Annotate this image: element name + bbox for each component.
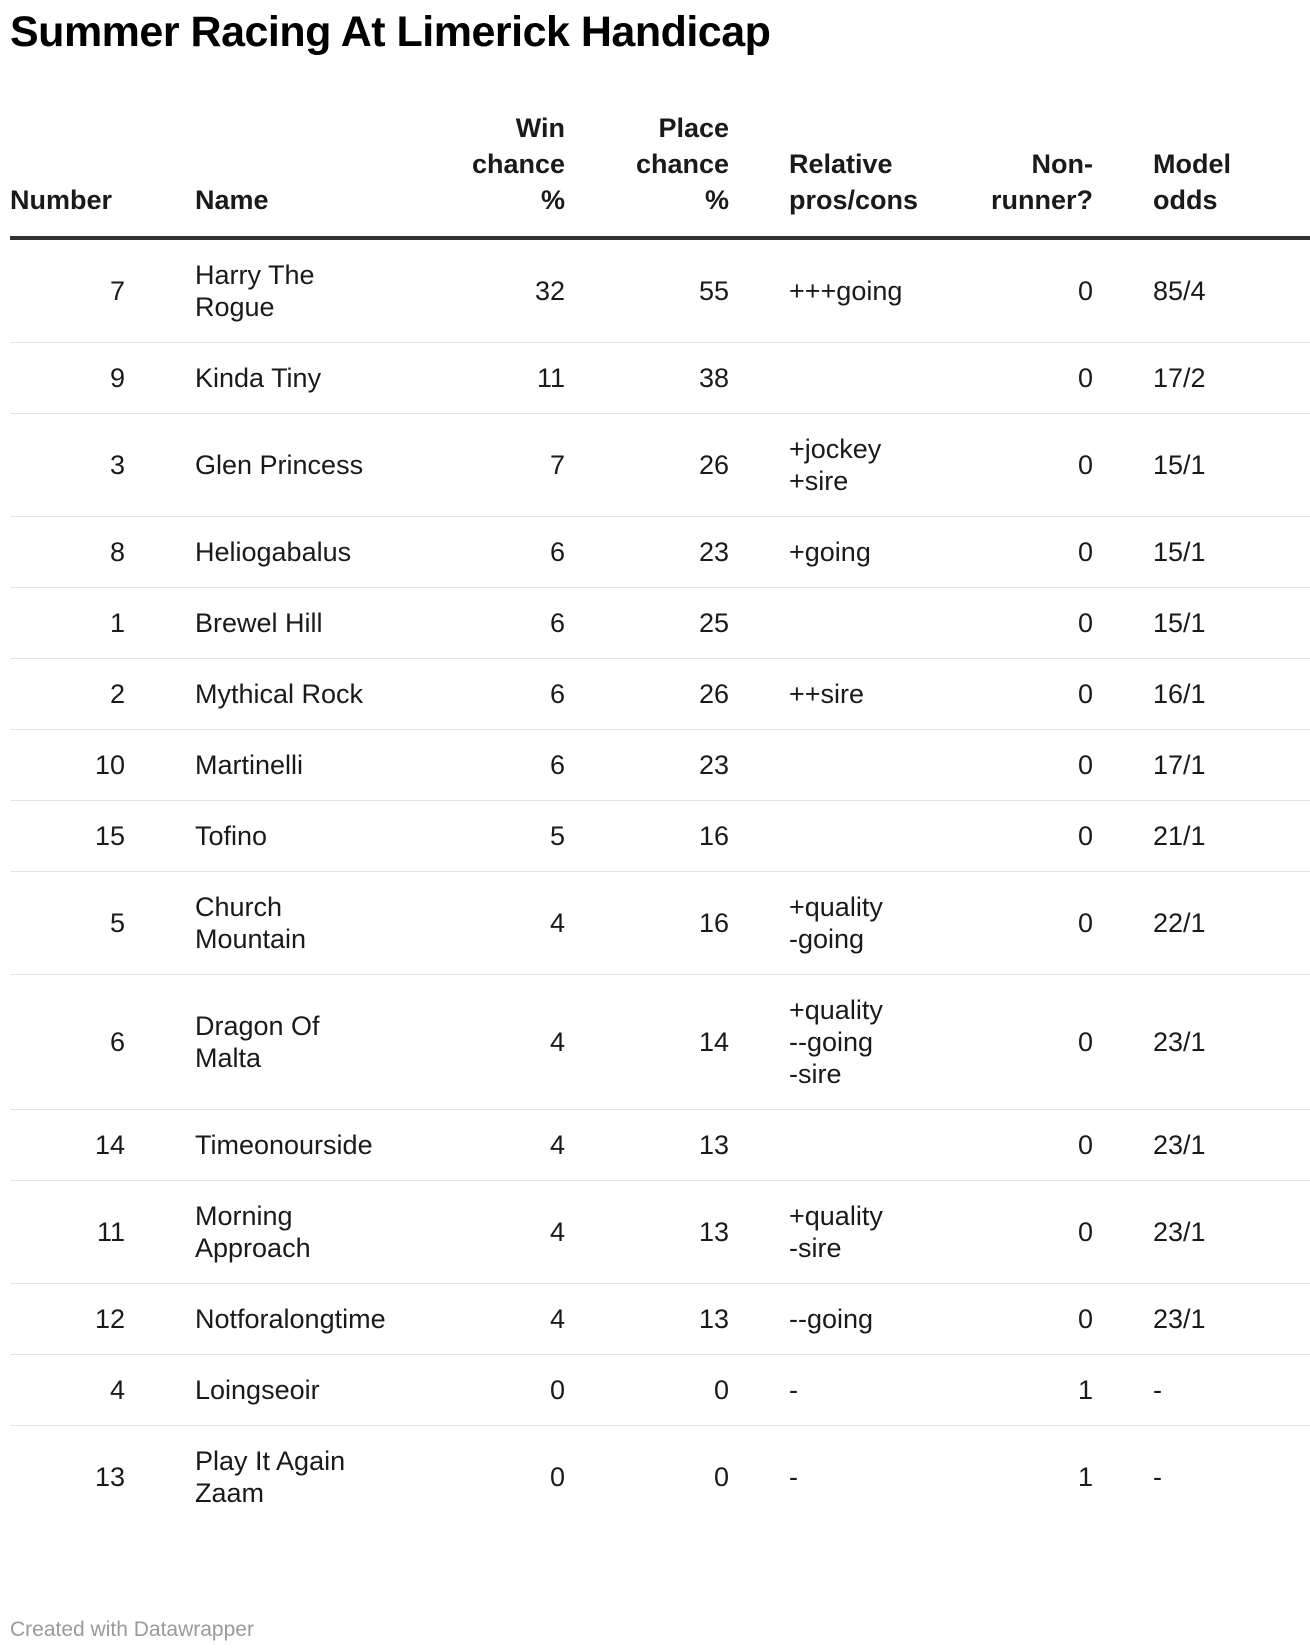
cell-win-chance: 11 (365, 343, 565, 414)
cell-model-odds: 15/1 (1093, 414, 1310, 517)
cell-place-chance: 25 (565, 588, 729, 659)
chart-title: Summer Racing At Limerick Handicap (10, 8, 771, 56)
column-header-win-chance[interactable]: Win chance % (365, 100, 565, 238)
table-header-row (10, 100, 1310, 238)
cell-win-chance: 7 (365, 414, 565, 517)
table-row (10, 1181, 1310, 1284)
cell-place-chance: 13 (565, 1110, 729, 1181)
cell-place-chance: 23 (565, 517, 729, 588)
cell-non-runner: 0 (919, 414, 1093, 517)
cell-pros-cons: +jockey +sire (729, 414, 919, 517)
cell-name: Church Mountain (140, 872, 365, 975)
cell-place-chance: 13 (565, 1284, 729, 1355)
cell-non-runner: 0 (919, 975, 1093, 1110)
cell-win-chance: 0 (365, 1355, 565, 1426)
table-body (10, 238, 1310, 1528)
cell-number: 4 (10, 1355, 140, 1426)
cell-pros-cons: +quality -sire (729, 1181, 919, 1284)
cell-non-runner: 0 (919, 1284, 1093, 1355)
cell-pros-cons: +++going (729, 238, 919, 343)
cell-number: 8 (10, 517, 140, 588)
cell-model-odds: 17/1 (1093, 730, 1310, 801)
cell-number: 6 (10, 975, 140, 1110)
column-header-non-runner[interactable]: Non- runner? (919, 100, 1093, 238)
table-row (10, 801, 1310, 872)
data-table (10, 100, 1310, 1528)
cell-win-chance: 0 (549, 1462, 565, 1492)
column-header-name[interactable]: Name (140, 100, 365, 238)
cell-name: Harry The Rogue (140, 238, 365, 343)
cell-pros-cons (729, 730, 919, 801)
cell-win-chance: 6 (365, 730, 565, 801)
cell-name: Morning Approach (140, 1181, 365, 1284)
table-row (10, 659, 1310, 730)
table-row (10, 517, 1310, 588)
cell-model-odds: 21/1 (1093, 801, 1310, 872)
column-header-model-odds[interactable]: Model odds (1093, 100, 1310, 238)
cell-win-chance: 6 (365, 588, 565, 659)
cell-place-chance: 55 (565, 238, 729, 343)
cell-pros-cons (729, 343, 919, 414)
cell-model-odds: 23/1 (1093, 975, 1310, 1110)
cell-number: 11 (10, 1181, 140, 1284)
cell-name: Kinda Tiny (140, 343, 365, 414)
cell-place-chance: 26 (565, 659, 729, 730)
cell-place-chance: 23 (565, 730, 729, 801)
cell-pros-cons: - (729, 1355, 919, 1426)
table-row (10, 1355, 1310, 1426)
cell-name: Play It Again Zaam (195, 1446, 346, 1508)
table-row (10, 1284, 1310, 1355)
cell-non-runner: 0 (919, 517, 1093, 588)
cell-number: 2 (10, 659, 140, 730)
cell-pros-cons: +quality -going (729, 872, 919, 975)
cell-place-chance: 16 (565, 801, 729, 872)
table-row (10, 1426, 1310, 1529)
cell-name: Loingseoir (140, 1355, 365, 1426)
table-row (10, 588, 1310, 659)
cell-win-chance: 4 (365, 1181, 565, 1284)
cell-name: Tofino (140, 801, 365, 872)
cell-non-runner: 0 (919, 1181, 1093, 1284)
cell-non-runner: 0 (919, 872, 1093, 975)
cell-non-runner: 0 (919, 659, 1093, 730)
column-header-pros-cons[interactable]: Relative pros/cons (729, 100, 919, 238)
cell-model-odds: 22/1 (1093, 872, 1310, 975)
cell-number: 1 (10, 588, 140, 659)
cell-name: Glen Princess (140, 414, 365, 517)
cell-name: Mythical Rock (140, 659, 365, 730)
cell-win-chance: 5 (365, 801, 565, 872)
cell-win-chance: 6 (365, 517, 565, 588)
cell-win-chance: 4 (365, 975, 565, 1110)
cell-non-runner: 0 (919, 1110, 1093, 1181)
cell-name: Dragon Of Malta (140, 975, 365, 1110)
cell-number: 14 (10, 1110, 140, 1181)
cell-non-runner: 0 (919, 343, 1093, 414)
cell-place-chance: 13 (565, 1181, 729, 1284)
cell-number: 5 (10, 872, 140, 975)
cell-name: Brewel Hill (140, 588, 365, 659)
cell-number: 7 (10, 238, 140, 343)
cell-non-runner: 0 (919, 238, 1093, 343)
cell-model-odds: 16/1 (1093, 659, 1310, 730)
cell-place-chance: 16 (565, 872, 729, 975)
table-row (10, 872, 1310, 975)
cell-pros-cons: --going (729, 1284, 919, 1355)
column-header-number[interactable]: Number (10, 100, 140, 238)
table-row (10, 414, 1310, 517)
cell-model-odds: 15/1 (1093, 517, 1310, 588)
cell-pros-cons (729, 1110, 919, 1181)
cell-place-chance: 38 (565, 343, 729, 414)
cell-place-chance: 14 (565, 975, 729, 1110)
cell-model-odds: 15/1 (1093, 588, 1310, 659)
cell-number: 13 (94, 1462, 125, 1492)
cell-number: 15 (10, 801, 140, 872)
cell-pros-cons (729, 801, 919, 872)
cell-place-chance: 0 (713, 1462, 729, 1492)
cell-pros-cons: ++sire (729, 659, 919, 730)
table-row (10, 238, 1310, 343)
table-row (10, 1110, 1310, 1181)
cell-pros-cons: +quality --going -sire (729, 975, 919, 1110)
cell-win-chance: 4 (365, 1284, 565, 1355)
cell-name: Martinelli (140, 730, 365, 801)
cell-pros-cons: +going (729, 517, 919, 588)
cell-model-odds: 23/1 (1093, 1181, 1310, 1284)
cell-non-runner: 0 (919, 730, 1093, 801)
cell-win-chance: 4 (365, 872, 565, 975)
cell-model-odds: 85/4 (1093, 238, 1310, 343)
cell-model-odds: 23/1 (1093, 1110, 1310, 1181)
cell-win-chance: 32 (365, 238, 565, 343)
cell-number: 10 (10, 730, 140, 801)
cell-name: Heliogabalus (140, 517, 365, 588)
cell-model-odds: 23/1 (1093, 1284, 1310, 1355)
cell-model-odds: - (1093, 1355, 1310, 1426)
cell-place-chance: 0 (565, 1355, 729, 1426)
cell-non-runner: 0 (919, 801, 1093, 872)
cell-model-odds: - (1153, 1462, 1162, 1492)
cell-pros-cons: - (789, 1462, 798, 1492)
column-header-place-chance[interactable]: Place chance % (565, 100, 729, 238)
cell-number: 12 (10, 1284, 140, 1355)
table-row (10, 343, 1310, 414)
cell-win-chance: 6 (365, 659, 565, 730)
cell-pros-cons (729, 588, 919, 659)
cell-model-odds: 17/2 (1093, 343, 1310, 414)
table-row (10, 730, 1310, 801)
cell-non-runner: 1 (1077, 1462, 1093, 1492)
cell-non-runner: 1 (919, 1355, 1093, 1426)
credit-footer: Created with Datawrapper (10, 1618, 254, 1641)
cell-name: Notforalongtime (140, 1284, 365, 1355)
cell-name: Timeonourside (140, 1110, 365, 1181)
cell-place-chance: 26 (565, 414, 729, 517)
cell-number: 3 (10, 414, 140, 517)
data-table-container (10, 100, 1231, 1580)
table-row (10, 975, 1310, 1110)
cell-win-chance: 4 (365, 1110, 565, 1181)
cell-number: 9 (10, 343, 140, 414)
cell-non-runner: 0 (919, 588, 1093, 659)
